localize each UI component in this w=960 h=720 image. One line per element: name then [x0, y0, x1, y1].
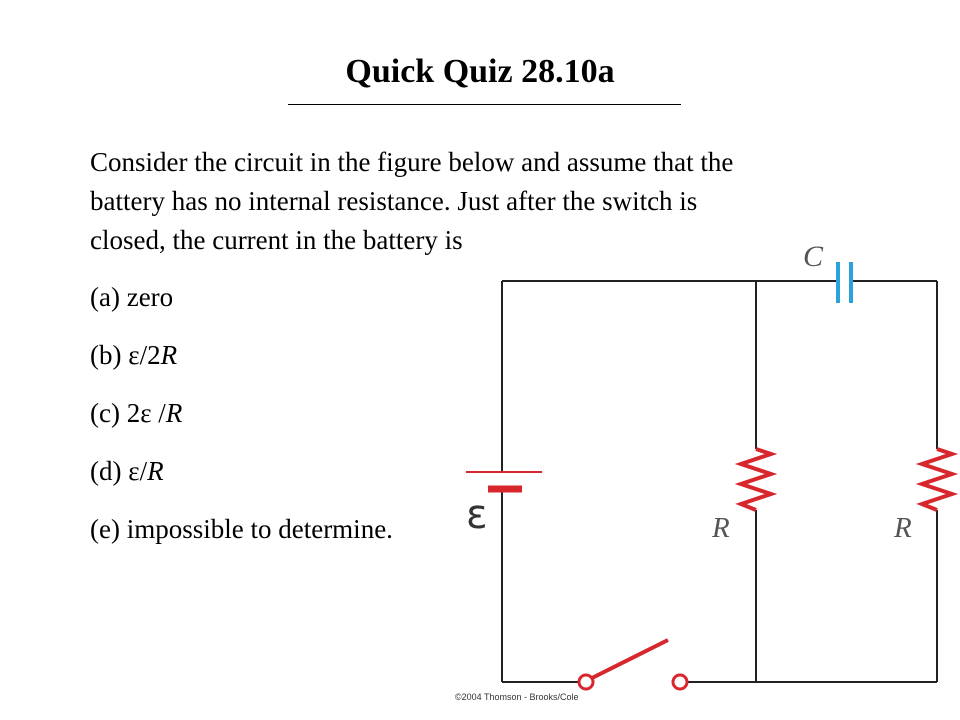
resistor-middle	[741, 449, 771, 510]
option-letter: (d)	[90, 456, 122, 486]
option-letter: (a)	[90, 282, 120, 312]
option-text: ε/2	[128, 340, 161, 370]
switch-arm	[586, 640, 668, 681]
prompt-line: closed, the current in the battery is	[90, 225, 463, 255]
option-text: zero	[126, 282, 174, 312]
resistor-label: R	[712, 512, 730, 544]
resistor-label: R	[894, 512, 912, 544]
figure-credit: ©2004 Thomson - Brooks/Cole	[455, 692, 579, 702]
option-text: impossible to determine.	[126, 514, 393, 544]
slide-title: Quick Quiz 28.10a	[345, 53, 615, 90]
battery-symbol	[466, 472, 542, 489]
option-variable: R	[160, 340, 178, 370]
capacitor-label: C	[803, 240, 824, 273]
switch-contact	[673, 675, 687, 689]
circuit-wires	[502, 281, 937, 682]
option-text: ε/	[128, 456, 148, 486]
option-letter: (b)	[90, 340, 122, 370]
switch-symbol	[579, 640, 687, 689]
option-letter: (c)	[90, 398, 120, 428]
emf-label: ε	[466, 492, 488, 538]
prompt-line: battery has no internal resistance. Just after the switch is	[90, 186, 698, 216]
resistor-right	[922, 449, 952, 510]
option-variable: R	[165, 398, 183, 428]
option-letter: (e)	[90, 514, 120, 544]
switch-pivot	[579, 675, 593, 689]
option-text: 2ε /	[126, 398, 166, 428]
option-variable: R	[147, 456, 164, 486]
prompt-line: Consider the circuit in the figure below and assume that the	[90, 147, 734, 177]
capacitor-symbol	[838, 262, 851, 303]
